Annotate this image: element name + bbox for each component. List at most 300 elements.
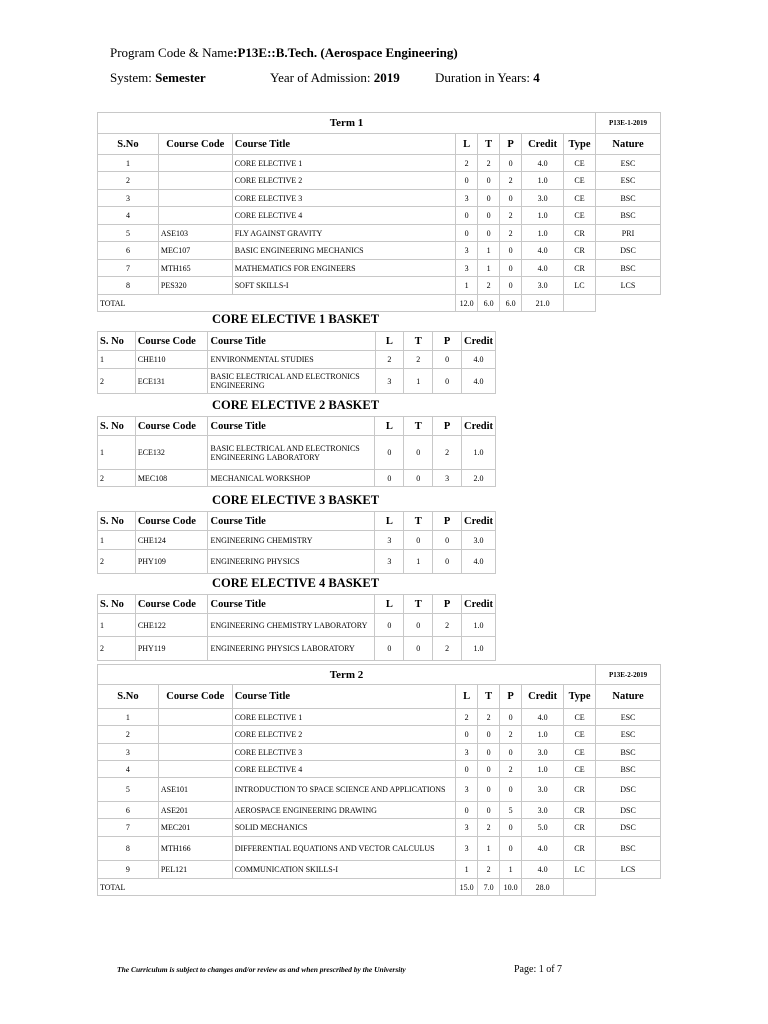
term2-total-credit: 28.0: [522, 879, 564, 896]
cell-code: MEC108: [135, 470, 208, 487]
col-t: T: [404, 512, 433, 531]
cell-p: 1: [500, 861, 522, 879]
cell-nature: DSC: [596, 242, 661, 260]
cell-code: PHY119: [135, 637, 208, 661]
cell-t: 0: [478, 744, 500, 761]
basket-row: [98, 637, 496, 661]
basket-title: CORE ELECTIVE 4 BASKET: [212, 576, 380, 590]
course-row: [98, 277, 661, 295]
cell-title: MATHEMATICS FOR ENGINEERS: [232, 260, 455, 277]
col-code: Course Code: [158, 685, 232, 709]
cell-credit: 3.0: [522, 778, 564, 802]
cell-p: 2: [433, 436, 462, 470]
cell-t: 1: [478, 837, 500, 861]
term2-table: [97, 664, 661, 896]
cell-nature: BSC: [596, 761, 661, 778]
course-row: [98, 744, 661, 761]
cell-type: CE: [564, 155, 596, 172]
cell-l: 0: [375, 436, 404, 470]
course-row: [98, 861, 661, 879]
col-credit: Credit: [462, 595, 496, 614]
cell-credit: 1.0: [522, 726, 564, 744]
course-row: [98, 726, 661, 744]
cell-nature: BSC: [596, 207, 661, 225]
cell-credit: 3.0: [522, 744, 564, 761]
cell-title: ENGINEERING CHEMISTRY LABORATORY: [208, 614, 375, 637]
cell-nature: DSC: [596, 819, 661, 837]
col-p: P: [433, 512, 462, 531]
cell-l: 2: [456, 709, 478, 726]
cell-title: BASIC ELECTRICAL AND ELECTRONICS ENGINEERING: [208, 369, 375, 394]
cell-credit: 5.0: [522, 819, 564, 837]
cell-nature: DSC: [596, 802, 661, 819]
cell-title: CORE ELECTIVE 1: [232, 155, 455, 172]
cell-code: CHE124: [135, 531, 208, 550]
col-type: Type: [564, 685, 596, 709]
cell-type: LC: [564, 277, 596, 295]
cell-t: 0: [478, 802, 500, 819]
col-title: Course Title: [232, 685, 455, 709]
cell-p: 0: [433, 550, 462, 574]
cell-nature: DSC: [596, 778, 661, 802]
cell-p: 0: [500, 242, 522, 260]
cell-sno: 4: [98, 207, 159, 225]
cell-code: [158, 190, 232, 207]
col-p: P: [433, 595, 462, 614]
cell-title: COMMUNICATION SKILLS-I: [232, 861, 455, 879]
cell-sno: 1: [98, 436, 136, 470]
col-sno: S.No: [98, 685, 159, 709]
col-t: T: [404, 595, 433, 614]
cell-t: 0: [478, 761, 500, 778]
col-code: Course Code: [135, 417, 208, 436]
cell-code: [158, 172, 232, 190]
cell-type: CE: [564, 709, 596, 726]
duration-value: 4: [533, 70, 540, 85]
course-row: [98, 761, 661, 778]
cell-title: FLY AGAINST GRAVITY: [232, 225, 455, 242]
cell-l: 3: [456, 837, 478, 861]
term2-total-t: 7.0: [478, 879, 500, 896]
cell-l: 3: [456, 242, 478, 260]
cell-nature: ESC: [596, 726, 661, 744]
cell-credit: 3.0: [522, 277, 564, 295]
cell-credit: 3.0: [522, 190, 564, 207]
cell-l: 0: [456, 761, 478, 778]
cell-t: 1: [404, 369, 433, 394]
cell-title: CORE ELECTIVE 4: [232, 207, 455, 225]
cell-credit: 1.0: [522, 207, 564, 225]
col-credit: Credit: [522, 685, 564, 709]
term1-total-t: 6.0: [478, 295, 500, 312]
term1-total-p: 6.0: [500, 295, 522, 312]
cell-code: [158, 709, 232, 726]
col-nature: Nature: [596, 134, 661, 155]
basket-title: CORE ELECTIVE 2 BASKET: [212, 398, 380, 412]
basket-row: [98, 550, 496, 574]
cell-sno: 2: [98, 369, 136, 394]
cell-l: 3: [375, 369, 404, 394]
course-row: [98, 709, 661, 726]
cell-title: ENGINEERING CHEMISTRY: [208, 531, 375, 550]
cell-sno: 3: [98, 744, 159, 761]
cell-p: 2: [500, 726, 522, 744]
cell-p: 0: [500, 744, 522, 761]
cell-p: 0: [500, 155, 522, 172]
cell-type: CR: [564, 225, 596, 242]
course-row: [98, 155, 661, 172]
cell-sno: 3: [98, 190, 159, 207]
col-title: Course Title: [208, 512, 375, 531]
cell-t: 0: [404, 531, 433, 550]
cell-nature: ESC: [596, 172, 661, 190]
cell-type: CR: [564, 260, 596, 277]
cell-credit: 1.0: [522, 761, 564, 778]
basket-row: [98, 531, 496, 550]
cell-title: DIFFERENTIAL EQUATIONS AND VECTOR CALCULUS: [232, 837, 455, 861]
term2-title: Term 2: [98, 665, 596, 685]
course-row: [98, 207, 661, 225]
cell-code: [158, 726, 232, 744]
cell-code: [158, 744, 232, 761]
cell-title: CORE ELECTIVE 3: [232, 190, 455, 207]
cell-p: 2: [433, 614, 462, 637]
cell-sno: 2: [98, 637, 136, 661]
col-nature: Nature: [596, 685, 661, 709]
col-p: P: [500, 685, 522, 709]
cell-credit: 4.0: [462, 351, 496, 369]
cell-title: CORE ELECTIVE 4: [232, 761, 455, 778]
course-row: [98, 260, 661, 277]
cell-title: ENGINEERING PHYSICS LABORATORY: [208, 637, 375, 661]
cell-credit: 4.0: [522, 709, 564, 726]
term2-total-blank: [596, 879, 661, 896]
term1-code: P13E-1-2019: [596, 113, 661, 134]
cell-type: CE: [564, 190, 596, 207]
cell-code: MEC201: [158, 819, 232, 837]
cell-sno: 8: [98, 277, 159, 295]
cell-sno: 2: [98, 470, 136, 487]
cell-sno: 2: [98, 172, 159, 190]
cell-nature: ESC: [596, 709, 661, 726]
cell-p: 2: [500, 761, 522, 778]
cell-code: PHY109: [135, 550, 208, 574]
cell-l: 0: [456, 172, 478, 190]
cell-sno: 5: [98, 225, 159, 242]
cell-sno: 2: [98, 726, 159, 744]
col-sno: S.No: [98, 134, 159, 155]
cell-sno: 6: [98, 802, 159, 819]
cell-code: CHE110: [135, 351, 208, 369]
cell-sno: 7: [98, 819, 159, 837]
program-line: [110, 45, 458, 61]
cell-type: LC: [564, 861, 596, 879]
cell-t: 2: [404, 351, 433, 369]
col-l: L: [375, 595, 404, 614]
cell-l: 0: [456, 802, 478, 819]
year-line: [270, 70, 400, 86]
cell-title: CORE ELECTIVE 1: [232, 709, 455, 726]
cell-p: 0: [500, 277, 522, 295]
basket-row: [98, 470, 496, 487]
cell-l: 2: [375, 351, 404, 369]
system-value: Semester: [155, 70, 206, 85]
system-label: System:: [110, 70, 156, 85]
col-p: P: [433, 417, 462, 436]
cell-title: SOLID MECHANICS: [232, 819, 455, 837]
cell-credit: 4.0: [522, 861, 564, 879]
cell-credit: 1.0: [522, 225, 564, 242]
course-row: [98, 172, 661, 190]
col-title: Course Title: [208, 595, 375, 614]
term1-total-type: [564, 295, 596, 312]
col-l: L: [456, 685, 478, 709]
cell-p: 5: [500, 802, 522, 819]
cell-type: CR: [564, 802, 596, 819]
course-row: [98, 778, 661, 802]
cell-sno: 9: [98, 861, 159, 879]
cell-p: 0: [500, 709, 522, 726]
basket-row: [98, 614, 496, 637]
cell-t: 0: [404, 614, 433, 637]
cell-credit: 1.0: [462, 614, 496, 637]
cell-sno: 2: [98, 550, 136, 574]
col-code: Course Code: [135, 595, 208, 614]
col-sno: S. No: [98, 512, 136, 531]
cell-code: ASE101: [158, 778, 232, 802]
basket-row: [98, 351, 496, 369]
cell-type: CE: [564, 172, 596, 190]
cell-sno: 4: [98, 761, 159, 778]
cell-t: 2: [478, 819, 500, 837]
cell-nature: BSC: [596, 260, 661, 277]
col-code: Course Code: [135, 512, 208, 531]
basket-table: [97, 416, 496, 487]
col-code: Course Code: [135, 332, 208, 351]
cell-sno: 5: [98, 778, 159, 802]
course-row: [98, 819, 661, 837]
cell-credit: 4.0: [462, 369, 496, 394]
cell-credit: 4.0: [522, 837, 564, 861]
cell-type: CR: [564, 837, 596, 861]
basket-row: [98, 369, 496, 394]
cell-p: 0: [500, 778, 522, 802]
cell-l: 3: [456, 190, 478, 207]
year-value: 2019: [373, 70, 400, 85]
cell-title: MECHANICAL WORKSHOP: [208, 470, 375, 487]
cell-code: [158, 761, 232, 778]
col-type: Type: [564, 134, 596, 155]
cell-t: 0: [478, 207, 500, 225]
col-p: P: [500, 134, 522, 155]
term1-title: Term 1: [98, 113, 596, 134]
cell-title: BASIC ENGINEERING MECHANICS: [232, 242, 455, 260]
course-row: [98, 225, 661, 242]
term2-total-type: [564, 879, 596, 896]
cell-credit: 4.0: [522, 260, 564, 277]
duration-label: Duration in Years:: [435, 70, 534, 85]
col-p: P: [433, 332, 462, 351]
col-code: Course Code: [158, 134, 232, 155]
col-t: T: [478, 134, 500, 155]
col-sno: S. No: [98, 417, 136, 436]
cell-title: CORE ELECTIVE 2: [232, 172, 455, 190]
term2-total-label: TOTAL: [98, 879, 456, 896]
col-t: T: [404, 417, 433, 436]
cell-l: 3: [456, 260, 478, 277]
cell-code: ECE132: [135, 436, 208, 470]
col-sno: S. No: [98, 595, 136, 614]
cell-l: 0: [375, 637, 404, 661]
col-credit: Credit: [462, 332, 496, 351]
cell-type: CR: [564, 819, 596, 837]
basket-title: CORE ELECTIVE 1 BASKET: [212, 312, 380, 326]
cell-code: [158, 207, 232, 225]
cell-code: MTH165: [158, 260, 232, 277]
cell-p: 2: [500, 225, 522, 242]
col-title: Course Title: [208, 332, 375, 351]
col-l: L: [456, 134, 478, 155]
cell-p: 0: [433, 531, 462, 550]
cell-type: CR: [564, 242, 596, 260]
course-row: [98, 837, 661, 861]
cell-code: MEC107: [158, 242, 232, 260]
course-row: [98, 242, 661, 260]
cell-p: 3: [433, 470, 462, 487]
cell-l: 1: [456, 277, 478, 295]
cell-p: 0: [433, 351, 462, 369]
program-label: Program Code & Name: [110, 45, 234, 60]
cell-p: 0: [500, 260, 522, 277]
cell-code: [158, 155, 232, 172]
cell-sno: 1: [98, 709, 159, 726]
cell-t: 0: [478, 225, 500, 242]
cell-t: 2: [478, 155, 500, 172]
term1-total-l: 12.0: [456, 295, 478, 312]
cell-nature: LCS: [596, 861, 661, 879]
page-number: Page: 1 of 7: [514, 964, 563, 975]
cell-title: SOFT SKILLS-I: [232, 277, 455, 295]
term1-total-label: TOTAL: [98, 295, 456, 312]
cell-p: 2: [433, 637, 462, 661]
cell-t: 0: [404, 637, 433, 661]
cell-t: 0: [478, 778, 500, 802]
system-line: [110, 70, 206, 86]
cell-l: 3: [456, 744, 478, 761]
cell-credit: 4.0: [522, 155, 564, 172]
cell-l: 0: [456, 726, 478, 744]
cell-l: 0: [375, 614, 404, 637]
cell-title: ENGINEERING PHYSICS: [208, 550, 375, 574]
cell-l: 1: [456, 861, 478, 879]
course-row: [98, 190, 661, 207]
cell-title: ENVIRONMENTAL STUDIES: [208, 351, 375, 369]
cell-t: 1: [478, 260, 500, 277]
cell-t: 2: [478, 277, 500, 295]
cell-l: 3: [456, 778, 478, 802]
cell-nature: PRI: [596, 225, 661, 242]
cell-t: 1: [404, 550, 433, 574]
cell-type: CR: [564, 778, 596, 802]
cell-t: 0: [478, 726, 500, 744]
cell-sno: 1: [98, 155, 159, 172]
col-credit: Credit: [522, 134, 564, 155]
footer-note: The Curriculum is subject to changes and/or review as and when prescribed by the University: [117, 965, 406, 974]
cell-t: 0: [404, 470, 433, 487]
cell-l: 0: [375, 470, 404, 487]
cell-sno: 7: [98, 260, 159, 277]
term1-total-blank: [596, 295, 661, 312]
cell-code: MTH166: [158, 837, 232, 861]
col-title: Course Title: [208, 417, 375, 436]
cell-credit: 4.0: [462, 550, 496, 574]
cell-l: 0: [456, 207, 478, 225]
col-l: L: [375, 512, 404, 531]
cell-sno: 1: [98, 351, 136, 369]
term1-total-credit: 21.0: [522, 295, 564, 312]
cell-l: 3: [375, 550, 404, 574]
cell-credit: 3.0: [462, 531, 496, 550]
term1-table: [97, 112, 661, 312]
cell-l: 3: [375, 531, 404, 550]
cell-code: CHE122: [135, 614, 208, 637]
cell-nature: BSC: [596, 744, 661, 761]
cell-p: 0: [500, 819, 522, 837]
cell-title: CORE ELECTIVE 3: [232, 744, 455, 761]
cell-title: BASIC ELECTRICAL AND ELECTRONICS ENGINEERING LABORATORY: [208, 436, 375, 470]
cell-l: 0: [456, 225, 478, 242]
cell-credit: 1.0: [462, 436, 496, 470]
term2-total-p: 10.0: [500, 879, 522, 896]
cell-code: ASE103: [158, 225, 232, 242]
cell-title: CORE ELECTIVE 2: [232, 726, 455, 744]
duration-line: [435, 70, 540, 86]
cell-credit: 1.0: [522, 172, 564, 190]
basket-table: [97, 511, 496, 574]
col-l: L: [375, 417, 404, 436]
cell-credit: 3.0: [522, 802, 564, 819]
col-t: T: [404, 332, 433, 351]
cell-p: 2: [500, 207, 522, 225]
cell-type: CE: [564, 726, 596, 744]
cell-credit: 2.0: [462, 470, 496, 487]
cell-p: 2: [500, 172, 522, 190]
cell-title: AEROSPACE ENGINEERING DRAWING: [232, 802, 455, 819]
cell-sno: 8: [98, 837, 159, 861]
cell-t: 0: [404, 436, 433, 470]
cell-credit: 1.0: [462, 637, 496, 661]
term2-total-l: 15.0: [456, 879, 478, 896]
cell-nature: ESC: [596, 155, 661, 172]
program-value: :P13E::B.Tech. (Aerospace Engineering): [233, 45, 458, 60]
cell-p: 0: [433, 369, 462, 394]
cell-l: 2: [456, 155, 478, 172]
cell-p: 0: [500, 190, 522, 207]
basket-row: [98, 436, 496, 470]
cell-type: CE: [564, 761, 596, 778]
col-credit: Credit: [462, 512, 496, 531]
cell-t: 0: [478, 172, 500, 190]
cell-code: ECE131: [135, 369, 208, 394]
cell-l: 3: [456, 819, 478, 837]
term2-code: P13E-2-2019: [596, 665, 661, 685]
cell-nature: BSC: [596, 837, 661, 861]
col-t: T: [478, 685, 500, 709]
col-sno: S. No: [98, 332, 136, 351]
cell-sno: 6: [98, 242, 159, 260]
cell-code: PEL121: [158, 861, 232, 879]
cell-type: CE: [564, 744, 596, 761]
